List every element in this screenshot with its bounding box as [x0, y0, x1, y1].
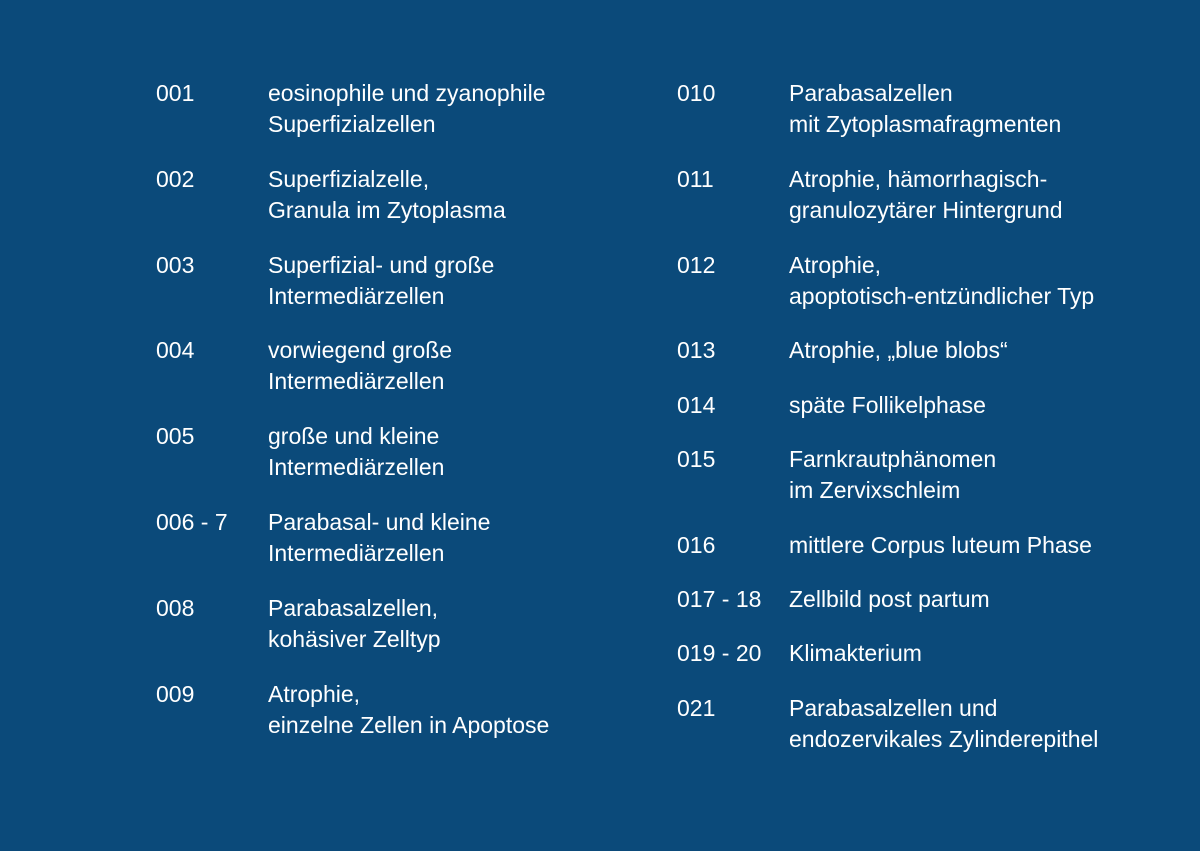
entry-line: Intermediärzellen: [268, 283, 445, 309]
entry-description: [789, 250, 1149, 312]
entry-line: Granula im Zytoplasma: [268, 197, 506, 223]
entry-code: 003: [156, 252, 195, 278]
entry-description: [789, 164, 1149, 226]
entry-line: Atrophie, „blue blobs“: [789, 337, 1008, 363]
entry-line: Superfizialzelle,: [268, 166, 430, 192]
entry-line: Superfizialzellen: [268, 111, 436, 137]
entry-description: [789, 530, 1149, 561]
entry-code: 013: [677, 337, 716, 363]
entry-line: Zellbild post partum: [789, 586, 990, 612]
entry-description: [268, 507, 628, 569]
entry-line: endozervikales Zylinderepithel: [789, 726, 1099, 752]
entry-line: mit Zytoplasmafragmenten: [789, 111, 1062, 137]
entry-description: [268, 593, 628, 655]
entry-line: große und kleine: [268, 423, 440, 449]
entry-line: Parabasalzellen,: [268, 595, 439, 621]
entry-description: [268, 679, 628, 741]
entry-line: Parabasalzellen und: [789, 695, 998, 721]
entry-line: granulozytärer Hintergrund: [789, 197, 1063, 223]
entry-code: 009: [156, 681, 195, 707]
entry-code: 008: [156, 595, 195, 621]
entry-code: 016: [677, 532, 716, 558]
entry-code: 010: [677, 80, 716, 106]
entry-code: 011: [677, 166, 714, 192]
entry-line: Intermediärzellen: [268, 368, 445, 394]
entry-description: [789, 444, 1149, 506]
entry-line: Parabasalzellen: [789, 80, 953, 106]
entry-line: Farnkrautphänomen: [789, 446, 997, 472]
entry-line: eosinophile und zyanophile: [268, 80, 546, 106]
entry-code: 015: [677, 446, 716, 472]
entry-code: 012: [677, 252, 716, 278]
entry-line: apoptotisch-entzündlicher Typ: [789, 283, 1095, 309]
entry-line: Klimakterium: [789, 640, 922, 666]
entry-code: 006 - 7: [156, 509, 228, 535]
entry-description: [268, 421, 628, 483]
entry-line: Atrophie,: [789, 252, 882, 278]
entry-code: 021: [677, 695, 716, 721]
entry-description: [789, 335, 1149, 366]
entry-line: Intermediärzellen: [268, 540, 445, 566]
entry-line: mittlere Corpus luteum Phase: [789, 532, 1092, 558]
entry-code: 005: [156, 423, 195, 449]
entry-line: Parabasal- und kleine: [268, 509, 491, 535]
entry-description: [789, 638, 1149, 669]
entry-description: [789, 693, 1149, 755]
entry-description: [268, 250, 628, 312]
entry-description: [789, 78, 1149, 140]
entry-description: [268, 78, 628, 140]
entry-description: [789, 390, 1149, 421]
entry-line: einzelne Zellen in Apoptose: [268, 712, 550, 738]
entry-line: kohäsiver Zelltyp: [268, 626, 441, 652]
entry-code: 017 - 18: [677, 586, 762, 612]
entry-code: 014: [677, 392, 716, 418]
entry-code: 004: [156, 337, 195, 363]
entry-description: [268, 164, 628, 226]
entry-code: 019 - 20: [677, 640, 762, 666]
entry-line: Superfizial- und große: [268, 252, 495, 278]
entry-line: Intermediärzellen: [268, 454, 445, 480]
entry-code: 001: [156, 80, 195, 106]
entry-line: Atrophie, hämorrhagisch-: [789, 166, 1048, 192]
entry-code: 002: [156, 166, 195, 192]
entry-description: [789, 584, 1149, 615]
entry-line: vorwiegend große: [268, 337, 453, 363]
entry-line: späte Follikelphase: [789, 392, 986, 418]
entry-line: Atrophie,: [268, 681, 361, 707]
entry-description: [268, 335, 628, 397]
entry-line: im Zervixschleim: [789, 477, 961, 503]
